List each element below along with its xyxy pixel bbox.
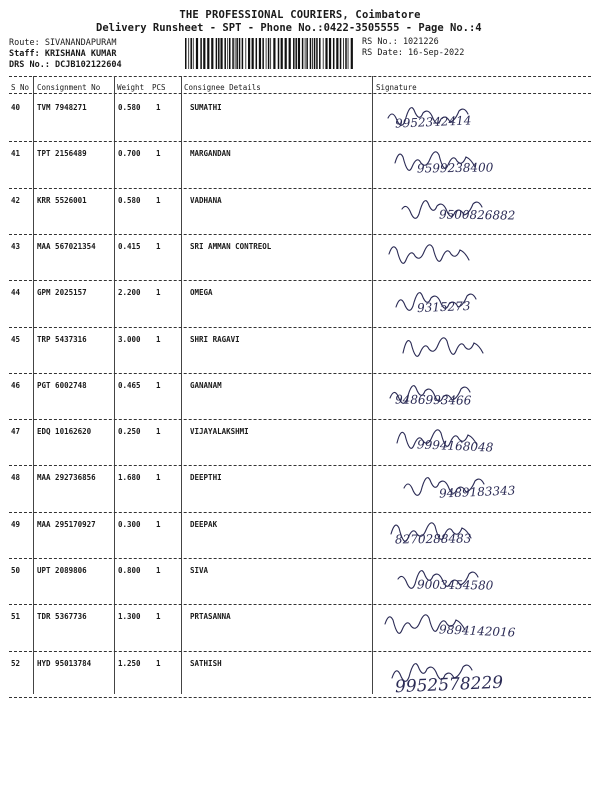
table-row (0, 190, 600, 236)
col-header-consignment: Consignment No (37, 83, 101, 92)
table-row (0, 143, 600, 189)
row-consignment-no: MAA 567021354 (37, 241, 96, 251)
row-sno: 50 (11, 566, 21, 575)
barcode-bar (262, 38, 264, 69)
barcode-bar (259, 38, 261, 69)
row-separator (9, 465, 591, 466)
barcode-bar (224, 38, 226, 69)
row-sno: 44 (11, 288, 21, 298)
row-consignment-no: PGT 6002748 (37, 380, 87, 390)
row-sno: 49 (11, 519, 21, 529)
row-weight: 0.415 (118, 241, 141, 251)
table-row (0, 329, 600, 375)
barcode-bar (312, 38, 313, 69)
barcode-bar (207, 38, 209, 69)
col-header-pcs: PCS (152, 83, 166, 92)
row-consignment-no: HYD 95013784 (37, 658, 92, 668)
table-row (0, 421, 600, 467)
barcode-bar (293, 38, 295, 69)
route-label: Route: SIVANANDAPURAM (9, 38, 117, 48)
col-header-signature: Signature (376, 83, 417, 92)
barcode-bar (196, 38, 198, 69)
row-consignee: SIVA (190, 566, 209, 575)
barcode-bar (216, 38, 218, 69)
table-row (0, 467, 600, 513)
row-pcs: 1 (156, 566, 161, 575)
barcode-bar (193, 38, 194, 69)
row-sno: 46 (11, 380, 21, 390)
barcode-bar (323, 38, 324, 69)
row-separator (9, 419, 591, 420)
row-separator (9, 188, 591, 189)
row-consignment-no: TDR 5367736 (37, 612, 87, 622)
row-weight: 3.000 (118, 334, 141, 344)
row-consignment-no: TVM 7948271 (37, 103, 87, 112)
signature-image (375, 240, 585, 280)
row-pcs: 1 (156, 612, 161, 622)
row-sno: 52 (11, 658, 21, 668)
row-separator (9, 604, 591, 605)
barcode-bar (239, 38, 241, 69)
row-consignee: SRI AMMAN CONTREOL (190, 241, 272, 251)
barcode-bar (343, 38, 344, 69)
row-separator (9, 558, 591, 559)
row-sno: 45 (11, 334, 21, 344)
row-separator (9, 234, 591, 235)
barcode-bar (211, 38, 213, 69)
barcode-bar (289, 38, 291, 69)
row-consignee: OMEGA (190, 288, 213, 298)
row-weight: 0.580 (118, 103, 141, 112)
row-consignee: VIJAYALAKSHMI (190, 427, 249, 437)
barcode-bar (227, 38, 228, 69)
table-row (0, 97, 600, 143)
table-top-rule (9, 76, 591, 77)
barcode-bar (256, 38, 257, 69)
company-title: THE PROFESSIONAL COURIERS, Coimbatore (179, 9, 421, 21)
handwritten-phone: 9952342414 (394, 113, 472, 131)
barcode-bar (285, 38, 287, 69)
row-pcs: 1 (156, 380, 161, 390)
barcode-bar (333, 38, 335, 69)
handwritten-phone: 9315273 (416, 299, 471, 316)
row-consignment-no: MAA 292736856 (37, 473, 96, 483)
barcode-bar (270, 38, 271, 69)
barcode-bar (245, 38, 246, 69)
row-consignee: DEEPTHI (190, 473, 222, 483)
table-row (0, 560, 600, 606)
barcode-bar (273, 38, 275, 69)
barcode-bar (190, 38, 192, 69)
barcode-bar (185, 38, 187, 69)
barcode-bar (351, 38, 353, 69)
barcode-bar (281, 38, 283, 69)
barcode-bar (218, 38, 220, 69)
barcode-bar (236, 38, 238, 69)
rs-date: RS Date: 16-Sep-2022 (362, 48, 465, 58)
row-separator (9, 697, 591, 698)
runsheet-meta-left (9, 38, 122, 71)
row-pcs: 1 (156, 103, 161, 112)
table-row (0, 606, 600, 652)
col-header-sno: S No (11, 83, 30, 92)
row-separator (9, 651, 591, 652)
handwritten-phone: 9952578229 (394, 672, 504, 697)
barcode-bar (295, 38, 297, 69)
handwritten-phone: 9489183343 (438, 483, 516, 501)
row-pcs: 1 (156, 519, 161, 529)
row-consignment-no: TRP 5437316 (37, 334, 87, 344)
row-weight: 0.465 (118, 380, 141, 390)
row-consignee: DEEPAK (190, 519, 218, 529)
barcode-bar (302, 38, 304, 69)
barcode-bar (340, 38, 342, 69)
row-pcs: 1 (156, 195, 161, 205)
row-sno: 41 (11, 149, 21, 159)
runsheet-title: Delivery Runsheet - SPT - Phone No.:0422-3505555 - Page No.:4 (96, 22, 482, 34)
barcode-bar (316, 38, 318, 69)
row-consignee: VADHANA (190, 195, 222, 205)
barcode-bar (203, 38, 205, 69)
barcode-bar (229, 38, 231, 69)
barcode-bar (305, 38, 306, 69)
row-weight: 2.200 (118, 288, 141, 298)
row-consignee: SUMATHI (190, 103, 222, 112)
row-consignee: MARGANDAN (190, 149, 231, 159)
barcode-bar (268, 38, 270, 69)
handwritten-phone: 9486993466 (394, 392, 472, 408)
row-sno: 48 (11, 473, 21, 483)
barcode-bar (252, 38, 254, 69)
table-row (0, 282, 600, 328)
barcode-bar (266, 38, 267, 69)
row-weight: 0.700 (118, 149, 141, 159)
barcode-bar (329, 38, 331, 69)
barcode-bar (232, 38, 234, 69)
row-pcs: 1 (156, 149, 161, 159)
barcode-bar (278, 38, 280, 69)
row-consignment-no: KRR 5526001 (37, 195, 87, 205)
row-consignment-no: GPM 2025157 (37, 288, 87, 298)
table-row (0, 514, 600, 560)
row-sno: 40 (11, 103, 21, 112)
row-separator (9, 373, 591, 374)
row-weight: 0.580 (118, 195, 141, 205)
barcode-bar (336, 38, 338, 69)
row-separator (9, 512, 591, 513)
barcode-bar (348, 38, 349, 69)
drs-label: DRS No.: DCJB102122604 (9, 60, 122, 70)
table-row (0, 375, 600, 421)
barcode-bar (235, 38, 236, 69)
row-consignment-no: EDQ 10162620 (37, 427, 92, 437)
row-separator (9, 280, 591, 281)
row-sno: 47 (11, 427, 21, 437)
row-pcs: 1 (156, 334, 161, 344)
row-separator (9, 327, 591, 328)
row-sno: 43 (11, 241, 21, 251)
row-pcs: 1 (156, 427, 161, 437)
table-row (0, 236, 600, 282)
handwritten-phone: 9500826882 (438, 207, 516, 223)
row-pcs: 1 (156, 658, 161, 668)
barcode-bar (220, 38, 222, 69)
row-weight: 0.250 (118, 427, 141, 437)
row-consignee: GANANAM (190, 380, 222, 390)
table-row (0, 653, 600, 699)
row-consignee: SHRI RAGAVI (190, 334, 240, 344)
barcode-bar (314, 38, 316, 69)
barcode-bar (345, 38, 347, 69)
runsheet-meta-right (362, 37, 464, 59)
signature-image (375, 286, 585, 326)
row-consignee: SATHISH (190, 658, 222, 668)
barcode-bar (298, 38, 300, 69)
row-pcs: 1 (156, 241, 161, 251)
row-pcs: 1 (156, 473, 161, 483)
table-header-rule (9, 93, 591, 94)
staff-label: Staff: KRISHANA KUMAR (9, 49, 117, 59)
row-weight: 1.300 (118, 612, 141, 622)
barcode-bar (242, 38, 244, 69)
row-sno: 51 (11, 612, 21, 622)
handwritten-phone: 8270288483 (394, 531, 472, 547)
col-header-consignee: Consignee Details (184, 83, 261, 92)
barcode-bar (310, 38, 312, 69)
row-weight: 1.680 (118, 473, 141, 483)
row-consignment-no: UPT 2089806 (37, 566, 87, 575)
row-pcs: 1 (156, 288, 161, 298)
col-header-weight: Weight (117, 83, 145, 92)
row-sno: 42 (11, 195, 21, 205)
row-separator (9, 141, 591, 142)
row-consignment-no: TPT 2156489 (37, 149, 87, 159)
barcode-bar (325, 38, 327, 69)
handwritten-phone: 9003454580 (416, 577, 494, 593)
handwritten-phone: 9994168048 (416, 437, 494, 455)
barcode-bar (306, 38, 308, 69)
barcode-image (184, 38, 357, 69)
barcode-bar (200, 38, 202, 69)
row-weight: 0.300 (118, 519, 141, 529)
row-consignment-no: MAA 295170927 (37, 519, 96, 529)
barcode-bar (188, 38, 189, 69)
barcode-bar (319, 38, 321, 69)
signature-image (375, 333, 585, 373)
handwritten-phone: 9599238400 (416, 160, 494, 176)
barcode-bar (248, 38, 250, 69)
rs-number: RS No.: 1021226 (362, 37, 439, 47)
row-consignee: PRTASANNA (190, 612, 231, 622)
row-weight: 1.250 (118, 658, 141, 668)
row-weight: 0.800 (118, 566, 141, 575)
handwritten-phone: 9894142016 (438, 622, 516, 640)
